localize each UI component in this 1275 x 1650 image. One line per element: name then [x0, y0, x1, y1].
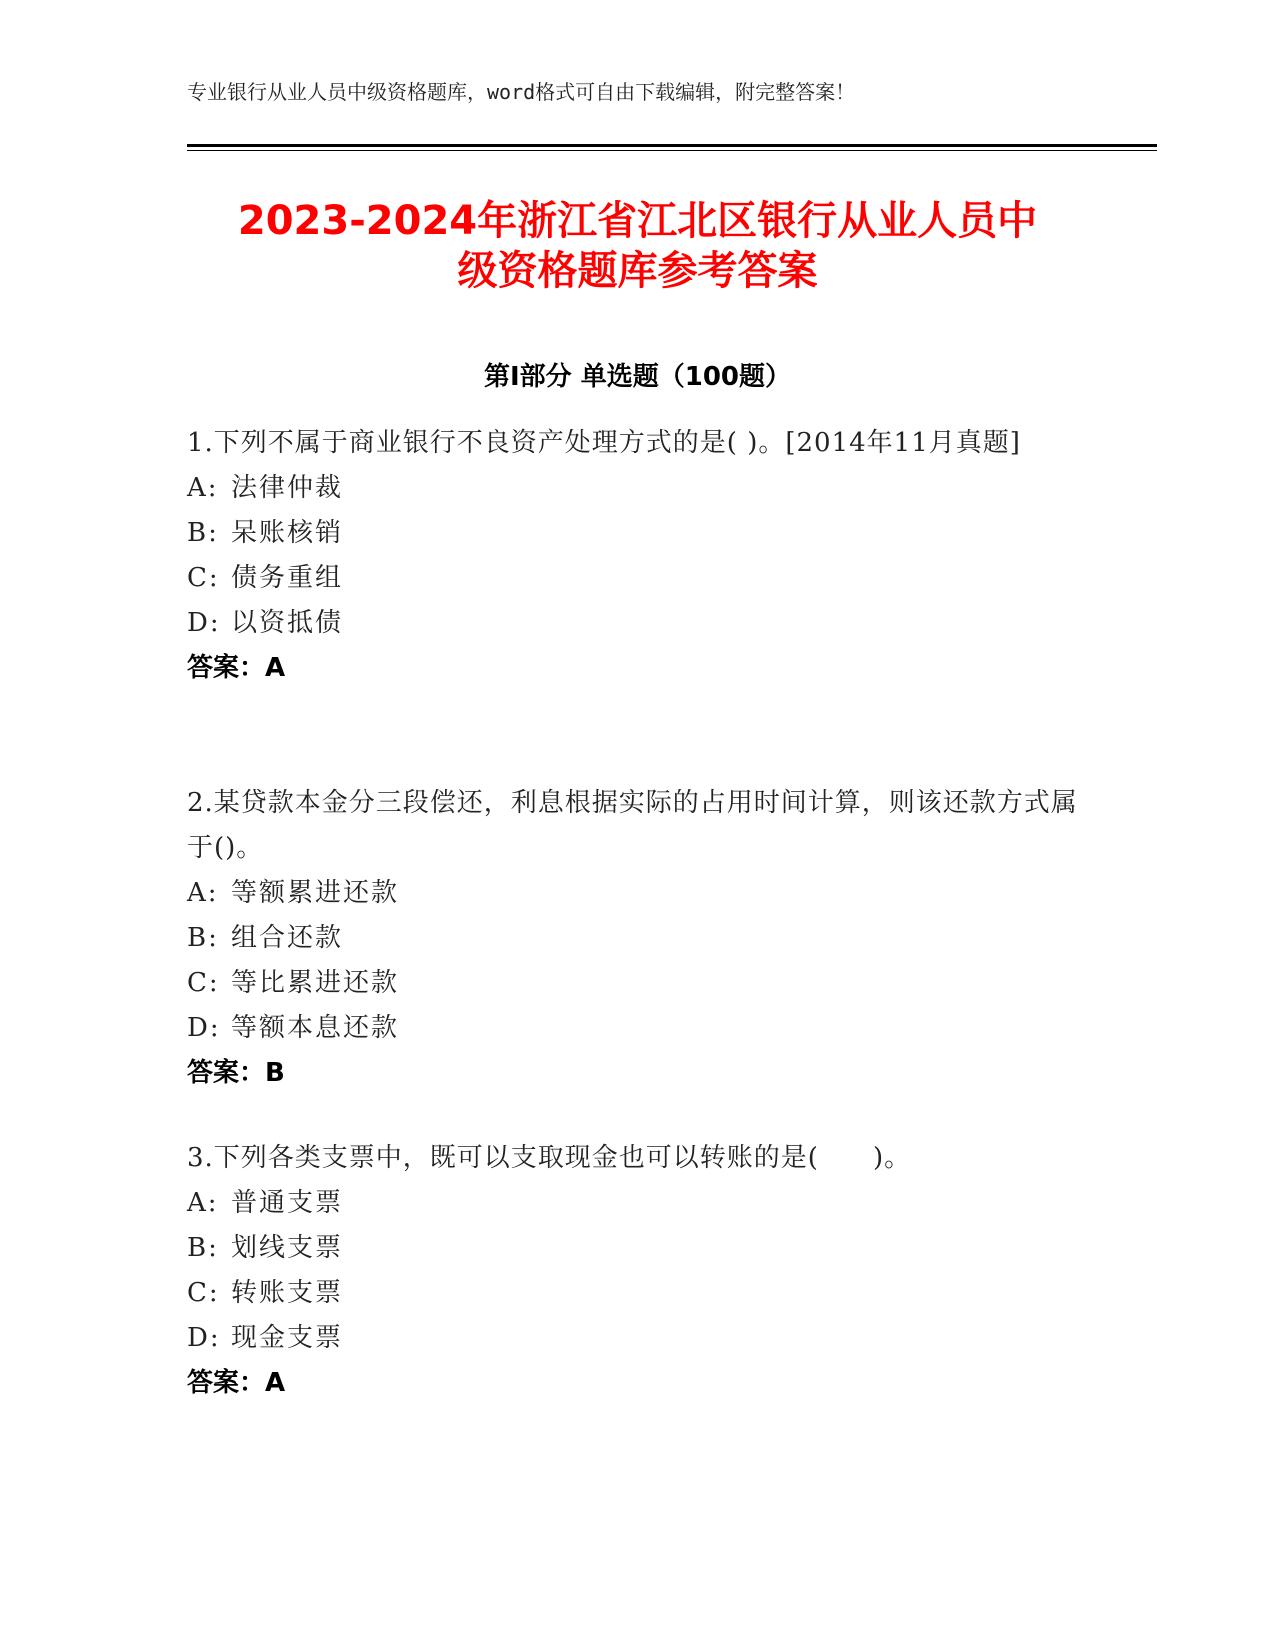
document-title-line-2: 级资格题库参考答案: [457, 248, 818, 294]
header-note: 专业银行从业人员中级资格题库，word格式可自由下载编辑，附完整答案！: [187, 80, 856, 104]
answer: 答案：A: [187, 1368, 286, 1398]
option-b: [187, 916, 1087, 961]
header-rule-thick: [187, 144, 1157, 147]
option-letter: A:: [187, 1188, 219, 1218]
document-title: [150, 196, 1125, 296]
answer: 答案：A: [187, 653, 286, 683]
option-letter: D:: [187, 1323, 221, 1353]
option-d: [187, 1006, 1087, 1051]
section-title: 第Ⅰ部分 单选题（100题）: [484, 362, 791, 392]
option-text: 转账支票: [231, 1278, 344, 1308]
option-letter: C:: [187, 1278, 220, 1308]
question-stem: 3.下列各类支票中，既可以支取现金也可以转账的是( )。: [187, 1143, 912, 1173]
option-a: [187, 1181, 1087, 1226]
option-letter: A:: [187, 473, 219, 503]
option-b: [187, 1226, 1087, 1271]
question-stem: 1.下列不属于商业银行不良资产处理方式的是( )。[2014年11月真题]: [187, 428, 1021, 458]
option-letter: C:: [187, 563, 220, 593]
document-title-line-1: 2023-2024年浙江省江北区银行从业人员中: [237, 198, 1038, 244]
option-text: 等额累进还款: [231, 878, 400, 908]
question-2: [187, 781, 1087, 1096]
question-stem: 2.某贷款本金分三段偿还，利息根据实际的占用时间计算，则该还款方式属于()。: [187, 788, 1078, 863]
option-letter: C:: [187, 968, 220, 998]
option-text: 呆账核销: [231, 518, 344, 548]
option-a: [187, 871, 1087, 916]
header-rule-thin: [187, 150, 1157, 151]
question-3: [187, 1136, 1087, 1406]
option-text: 等比累进还款: [231, 968, 400, 998]
option-c: [187, 961, 1087, 1006]
option-text: 以资抵债: [231, 608, 344, 638]
option-d: [187, 1316, 1087, 1361]
option-text: 法律仲裁: [231, 473, 344, 503]
option-text: 债务重组: [231, 563, 344, 593]
option-text: 等额本息还款: [231, 1013, 400, 1043]
option-c: [187, 556, 1087, 601]
option-text: 组合还款: [231, 923, 344, 953]
option-letter: A:: [187, 878, 219, 908]
option-letter: B:: [187, 1233, 219, 1263]
option-letter: D:: [187, 608, 221, 638]
option-text: 普通支票: [231, 1188, 344, 1218]
option-letter: B:: [187, 923, 219, 953]
option-d: [187, 601, 1087, 646]
option-a: [187, 466, 1087, 511]
option-text: 现金支票: [231, 1323, 344, 1353]
question-1: [187, 421, 1087, 691]
option-text: 划线支票: [231, 1233, 344, 1263]
option-letter: B:: [187, 518, 219, 548]
option-letter: D:: [187, 1013, 221, 1043]
option-c: [187, 1271, 1087, 1316]
option-b: [187, 511, 1087, 556]
answer: 答案：B: [187, 1058, 285, 1088]
